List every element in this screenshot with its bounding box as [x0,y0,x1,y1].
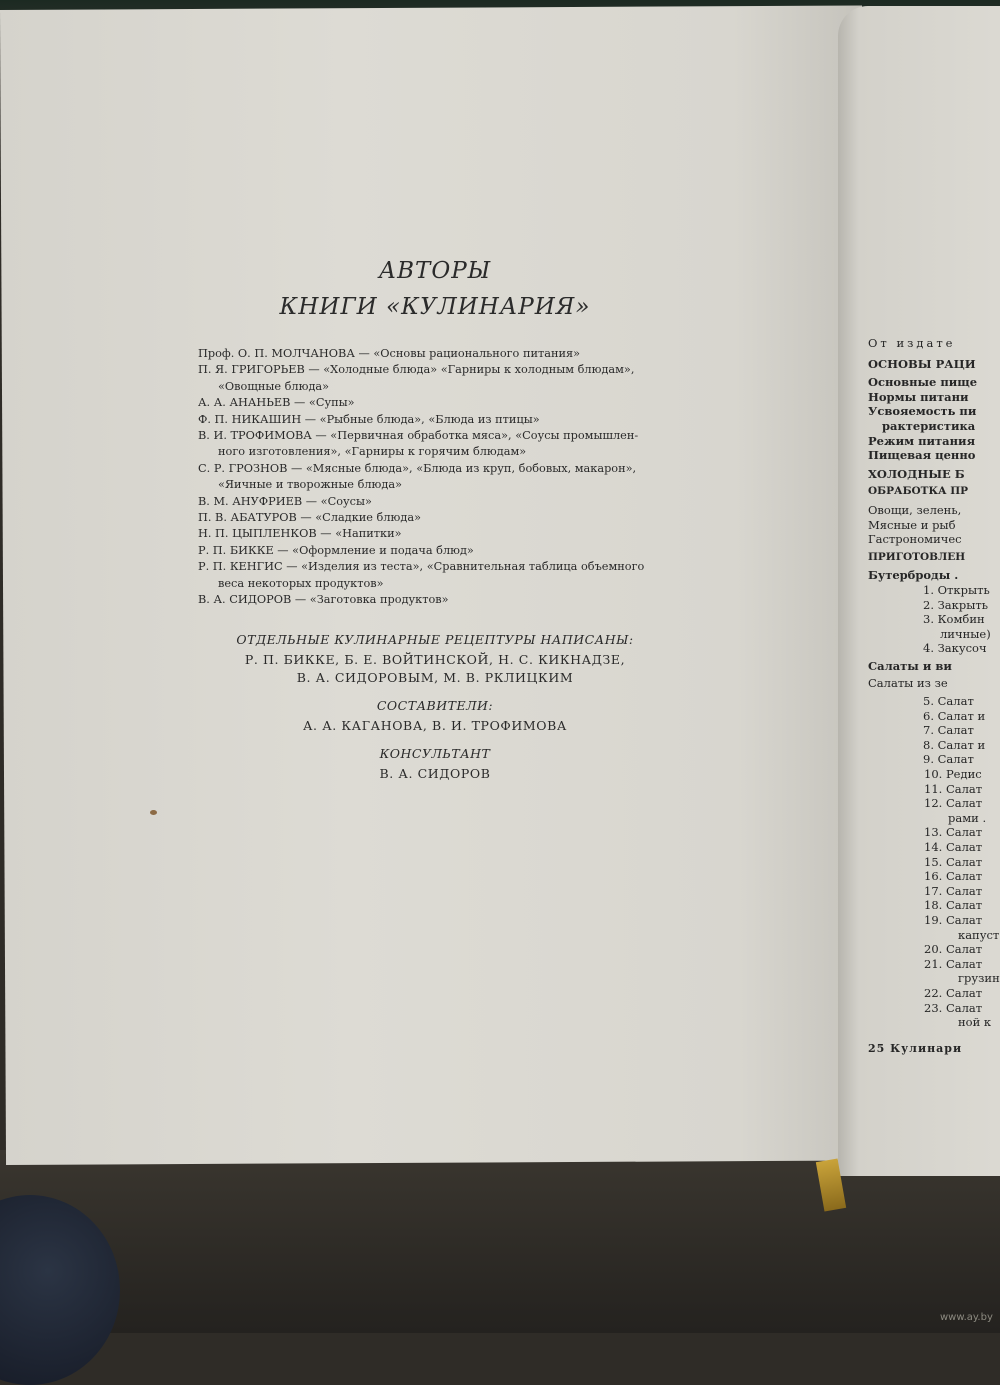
toc-line: рами . [948,810,987,825]
author-line: «Овощные блюда» [218,379,330,393]
toc-line: 22. Салат [924,985,983,1000]
toc-line: 6. Салат и [923,708,986,723]
toc-line: 17. Салат [924,883,983,898]
toc-line: 8. Салат и [923,737,986,752]
compilers-names: А. А. КАГАНОВА, В. И. ТРОФИМОВА [302,718,567,733]
author-line: Проф. О. П. МОЛЧАНОВА — «Основы рационального питания» [198,347,581,360]
toc-line: 15. Салат [924,854,983,869]
toc-line: Салаты из зе [868,676,948,691]
toc-line: 12. Салат [924,796,983,811]
author-line: Р. П. КЕНГИС — «Изделия из теста», «Сравнительная таблица объемного [198,560,645,574]
toc-line: 20. Салат [924,942,983,957]
author-line: «Яичные и творожные блюда» [218,478,402,492]
consultant-name: В. А. СИДОРОВ [379,766,491,781]
toc-line: 9. Салат [923,752,974,767]
recipes-authors-line1: Р. П. БИККЕ, Б. Е. ВОЙТИНСКОЙ, Н. С. КИКНАДЗЕ, [244,652,626,667]
toc-line: Овощи, зелень, [868,502,962,517]
toc-line: ПРИГОТОВЛЕН [868,550,966,563]
toc-line: личные) [940,626,991,641]
toc-line: Нормы питани [868,389,969,404]
author-line: ного изготовления», «Гарниры к горячим блюдам» [218,445,527,459]
toc-line: ной к [958,1015,992,1030]
toc-line: Гастрономичес [868,532,962,547]
toc-line: капуст [958,927,1000,942]
toc-line: 2. Закрыть [923,597,988,612]
toc-line: 18. Салат [924,898,983,913]
toc-line: ОСНОВЫ РАЦИ [868,356,976,371]
toc-footer: 25 Кулинари [868,1041,963,1055]
recipes-authors-line2: В. А. СИДОРОВЫМ, М. В. РКЛИЦКИМ [296,670,574,685]
author-line: В. И. ТРОФИМОВА — «Первичная обработка мяса», «Соусы промышлен- [198,429,639,443]
authors-list [198,346,668,609]
watermark: www.ay.by [940,1312,993,1323]
toc-line: 19. Салат [924,912,983,927]
paper-stain [150,810,157,815]
compilers-title: СОСТАВИТЕЛИ: [376,698,494,713]
toc-line: 13. Салат [924,825,983,840]
heading-authors: АВТОРЫ [378,258,492,284]
toc-line: 7. Салат [923,723,974,738]
author-line: Ф. П. НИКАШИН — «Рыбные блюда», «Блюда из птицы» [198,412,540,426]
author-line: Н. П. ЦЫПЛЕНКОВ — «Напитки» [198,527,402,541]
heading-book-title: КНИГИ «КУЛИНАРИЯ» [279,294,591,320]
toc-line: 4. Закусоч [923,641,987,656]
toc-line: 23. Салат [924,1000,983,1015]
toc-line: 10. Редис [924,767,982,782]
recipes-title: ОТДЕЛЬНЫЕ КУЛИНАРНЫЕ РЕЦЕПТУРЫ НАПИСАНЫ: [236,632,634,647]
toc-line: 16. Салат [924,869,983,884]
author-line: Р. П. БИККЕ — «Оформление и подача блюд» [198,543,474,557]
toc-line: Режим питания [868,433,976,448]
toc-line: 11. Салат [924,781,983,796]
toc-line: ХОЛОДНЫЕ Б [868,466,965,481]
toc-line: Основные пище [868,375,978,390]
author-line: П. Я. ГРИГОРЬЕВ — «Холодные блюда» «Гарниры к холодным блюдам», [198,363,635,377]
toc-line: Салаты и ви [868,658,952,673]
toc-line: Мясные и рыб [868,517,956,532]
table-of-contents [868,336,1000,1056]
author-line: А. А. АНАНЬЕВ — «Супы» [198,396,355,410]
toc-line: грузин [958,971,1000,986]
toc-line: 5. Салат [923,694,974,709]
author-line: В. М. АНУФРИЕВ — «Соусы» [198,494,372,508]
toc-line: Усвояемость пи [868,404,977,419]
toc-line: 3. Комбин [923,612,985,627]
toc-line: Пищевая ценно [868,448,976,463]
toc-line: От издате [868,336,956,350]
toc-line: Бутерброды . [868,568,959,583]
toc-line: рактеристика [882,418,976,433]
toc-line: ОБРАБОТКА ПР [868,485,969,498]
author-line: В. А. СИДОРОВ — «Заготовка продуктов» [198,593,449,607]
toc-line: 1. Открыть [923,582,990,597]
toc-line: 21. Салат [924,956,983,971]
table-surface [0,1150,1000,1333]
toc-line: 14. Салат [924,840,983,854]
author-line: С. Р. ГРОЗНОВ — «Мясные блюда», «Блюда из круп, бобовых, макарон», [198,461,637,475]
consultant-title: КОНСУЛЬТАНТ [379,746,491,761]
author-line: П. В. АБАТУРОВ — «Сладкие блюда» [198,511,421,525]
author-line: веса некоторых продуктов» [218,576,384,590]
